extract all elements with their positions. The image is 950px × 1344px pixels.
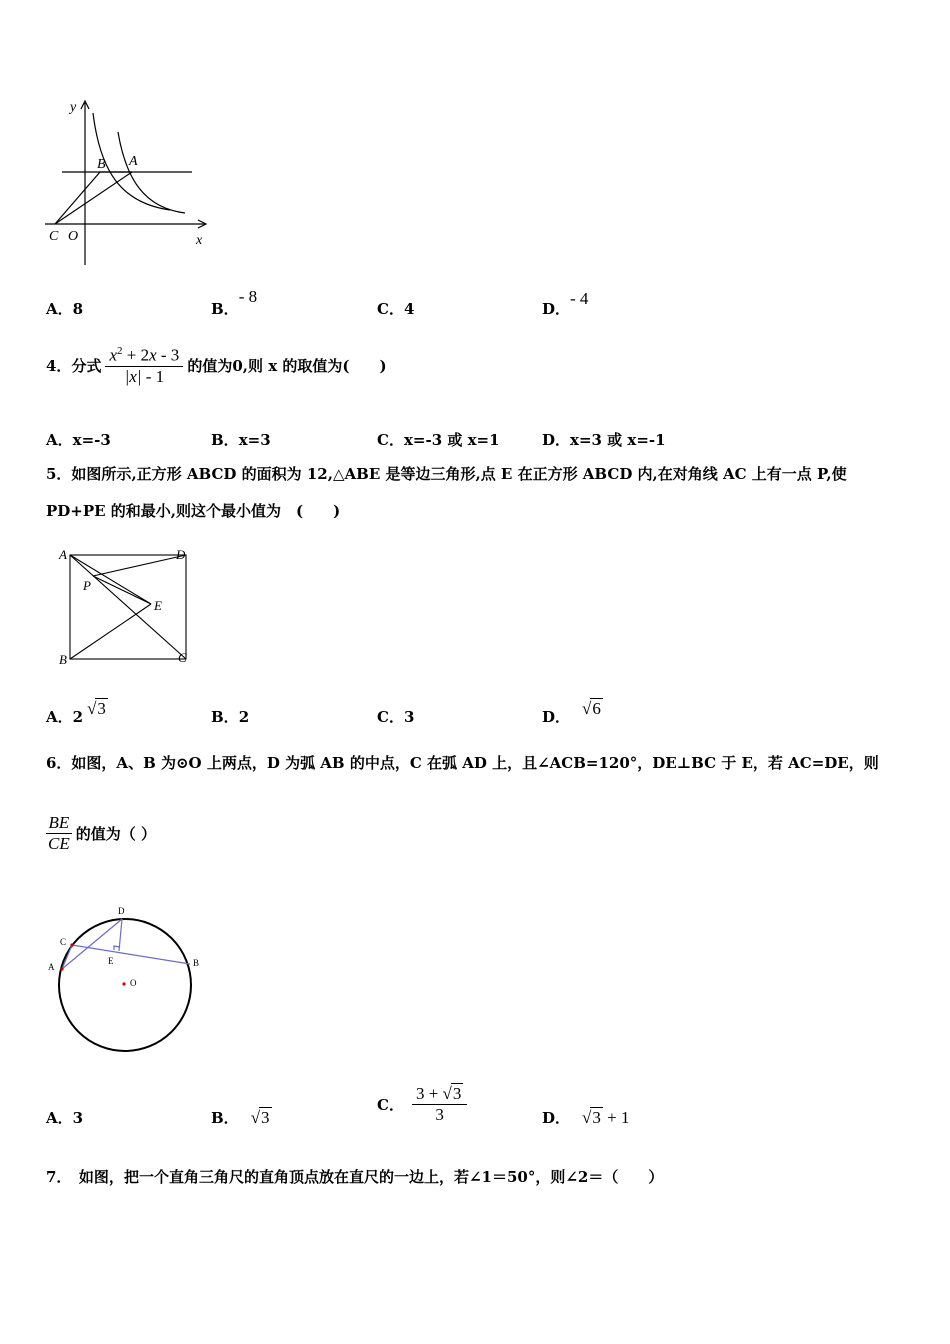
q6-label-O: O (130, 978, 137, 988)
q4-option-b-value: x=3 (238, 431, 271, 449)
q4-number: 4． (46, 357, 72, 376)
q6-option-d-expr: √3 + 1 (582, 1108, 630, 1127)
q3-label-O: O (68, 229, 79, 244)
q6-option-b-sqrt: √3 (250, 1108, 270, 1127)
q4-option-a-value: x=-3 (72, 431, 111, 449)
q3-axis-y: y (70, 100, 77, 115)
q5-option-a-sqrt: √3 (87, 699, 106, 718)
q5-option-c-value: 3 (403, 708, 415, 726)
q3-option-c-value: 4 (403, 300, 415, 318)
q4-fraction (105, 345, 183, 387)
q6-stem-line1: 6．如图，A、B 为⊙O 上两点，D 为弧 AB 的中点，C 在弧 AD 上，且∠ACB=120°，DE⊥BC 于 E，若 AC=DE，则 (46, 754, 879, 772)
q4-stem (46, 345, 387, 387)
q6-option-c: C． $\frac{3 + √3}{3}$ (377, 1084, 467, 1125)
q6-option-a: A．3 (46, 1109, 84, 1127)
q4-frac-denominator: |x| - 1 (105, 366, 183, 387)
q6-option-a-value: 3 (72, 1109, 84, 1127)
q6-fraction (46, 813, 72, 854)
q3-option-b (211, 287, 258, 319)
q5-label-B: B (59, 652, 67, 667)
q5-option-a-coef: 2 (72, 708, 84, 726)
q6-label-E: E (108, 956, 114, 966)
q3-option-c (377, 298, 414, 319)
q6-label-D: D (118, 906, 125, 916)
q6-option-b: B． √3 (211, 1108, 270, 1127)
q3-option-c-letter: C． (377, 300, 404, 318)
q4-option-d: D．x=3 或 x=-1 (542, 431, 666, 449)
q5-label-D: D (176, 547, 186, 562)
q5-option-b: B．2 (211, 708, 250, 726)
q6-label-A: A (48, 962, 55, 972)
q3-option-d-letter: D． (542, 300, 571, 318)
q6-stem-line2 (46, 813, 156, 854)
q3-option-b-letter: B． (211, 300, 239, 318)
q3-option-b-value: - 8 (238, 287, 258, 306)
q5-option-d-sqrt: √6 (582, 699, 601, 718)
q5-label-A: A (59, 547, 67, 562)
q6-option-d: D． √3 + 1 (542, 1108, 630, 1127)
q6-suffix: 的值为（ ） (75, 825, 156, 843)
q5-stem-line1: 5．如图所示,正方形 ABCD 的面积为 12,△ABE 是等边三角形,点 E 在正方形 ABCD 内,在对角线 AC 上有一点 P,使 (46, 465, 847, 483)
q5-label-C: C (178, 650, 187, 665)
q4-suffix: 的值为0,则 x 的取值为( ) (187, 357, 387, 376)
q3-axis-x: x (196, 233, 203, 248)
q6-frac-denominator: CE (48, 834, 70, 853)
q6-circle-figure (44, 900, 214, 1060)
q6-frac-numerator: BE (48, 813, 70, 832)
q3-option-a (46, 298, 83, 319)
q4-frac-numerator: $x^2 + 2x - 3$ (109, 345, 180, 365)
q5-option-b-value: 2 (238, 708, 250, 726)
q5-stem-line2: PD+PE 的和最小,则这个最小值为 ( ) (46, 502, 341, 520)
q3-option-d-value: - 4 (570, 289, 589, 308)
q4-option-c-value: x=-3 或 x=1 (403, 431, 500, 449)
q6-option-c-fraction: $\frac{3 + √3}{3}$ (412, 1084, 467, 1125)
q7-stem: 7． 如图，把一个直角三角尺的直角顶点放在直尺的一边上，若∠1＝50°，则∠2＝（ ） (46, 1168, 664, 1186)
q5-option-d: D． √6 (542, 699, 601, 726)
q3-label-B: B (97, 157, 106, 172)
q4-option-d-value: x=3 或 x=-1 (570, 431, 666, 449)
q4-option-a: A．x=-3 (46, 431, 111, 449)
q3-option-d (542, 289, 589, 319)
q4-option-b: B．x=3 (211, 431, 271, 449)
q3-graph-figure (40, 95, 215, 270)
q3-label-C: C (49, 229, 59, 244)
q6-label-C: C (60, 937, 67, 947)
q3-option-a-letter: A． (46, 300, 73, 318)
q4-prefix: 分式 (71, 357, 102, 376)
q6-label-B: B (193, 958, 200, 968)
q4-option-c: C．x=-3 或 x=1 (377, 431, 500, 449)
q3-option-a-value: 8 (72, 300, 84, 318)
q5-label-P: P (83, 578, 91, 593)
q5-option-a: A．2 √3 (46, 699, 106, 726)
q5-option-c: C．3 (377, 708, 415, 726)
q5-square-figure (50, 540, 200, 675)
q5-label-E: E (154, 598, 162, 613)
q3-label-A: A (129, 154, 138, 169)
